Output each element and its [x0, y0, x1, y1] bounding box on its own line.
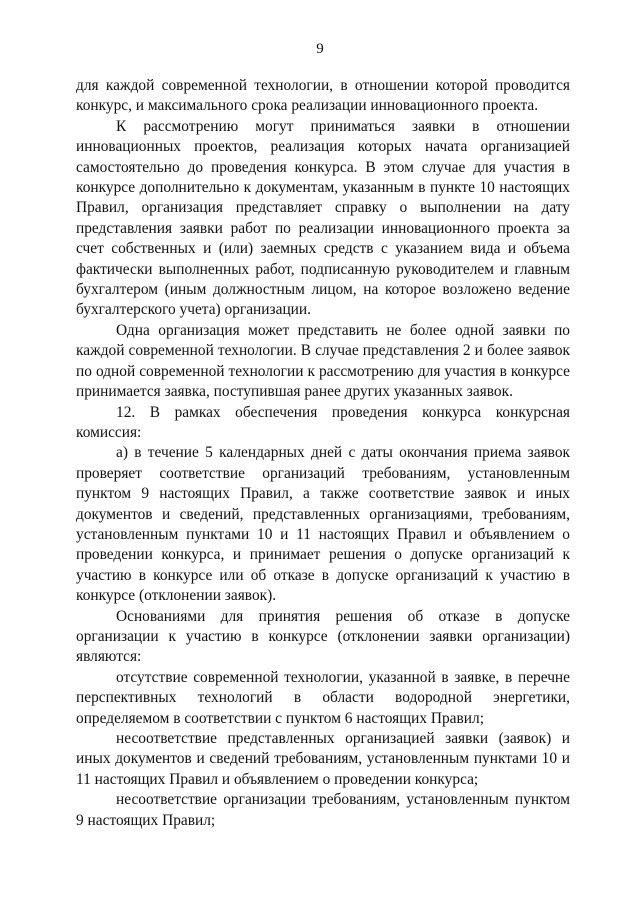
paragraph-clause-12: 12. В рамках обеспечения проведения конкурса конкурсная комиссия: [76, 403, 570, 441]
page-number: 9 [316, 41, 324, 57]
paragraph-one-application-limit: Одна организация может представить не более одной заявки по каждой современной технологии. В случае представления 2 и более заявок по одной современной технологии к рассмотрению для участия в конкурсе принимается заявка, поступившая ранее других указанных заявок. [76, 321, 570, 401]
paragraph-clause-12a: а) в течение 5 календарных дней с даты окончания приема заявок проверяет соответствие организаций требованиям, установленным пунктом 9 настоящих Правил, а также соответствие заявок и иных документов и сведений, представленных организациями, требованиям, установленным пунктами 10 и 11 настоящих Правил и объявлением о проведении конкурса, и принимает решения о допуске организаций к участию в конкурсе или об отказе в допуске организаций к участию в конкурсе (отклонении заявок). [76, 444, 570, 605]
paragraph-ground-organization-mismatch: несоответствие организации требованиям, установленным пунктом 9 настоящих Правил; [76, 791, 570, 829]
document-body [76, 76, 570, 831]
paragraph-ground-technology-missing: отсутствие современной технологии, указанной в заявке, в перечне перспективных технологий в области водородной энергетики, определяемом в соответствии с пунктом 6 настоящих Правил; [76, 668, 570, 727]
paragraph-continuation: для каждой современной технологии, в отношении которой проводится конкурс, и максимального срока реализации инновационного проекта. [76, 77, 570, 115]
paragraph-applications-in-progress: К рассмотрению могут приниматься заявки в отношении инновационных проектов, реализация которых начата организацией самостоятельно до проведения конкурса. В этом случае для участия в конкурсе дополнительно к документам, указанным в пункте 10 настоящих Правил, организация представляет справку о выполнении на дату представления заявки работ по реализации инновационного проекта за счет собственных и (или) заемных средств с указанием вида и объема фактически выполненных работ, подписанную руководителем и главным бухгалтером (иным должностным лицом, на которое возложено ведение бухгалтерского учета) организации. [76, 117, 570, 319]
paragraph-rejection-grounds: Основаниями для принятия решения об отказе в допуске организации к участию в конкурсе (отклонении заявки организации) являются: [76, 607, 570, 666]
paragraph-ground-documents-mismatch: несоответствие представленных организацией заявки (заявок) и иных документов и сведений требованиям, установленным пунктами 10 и 11 настоящих Правил и объявлением о проведении конкурса; [76, 730, 570, 788]
